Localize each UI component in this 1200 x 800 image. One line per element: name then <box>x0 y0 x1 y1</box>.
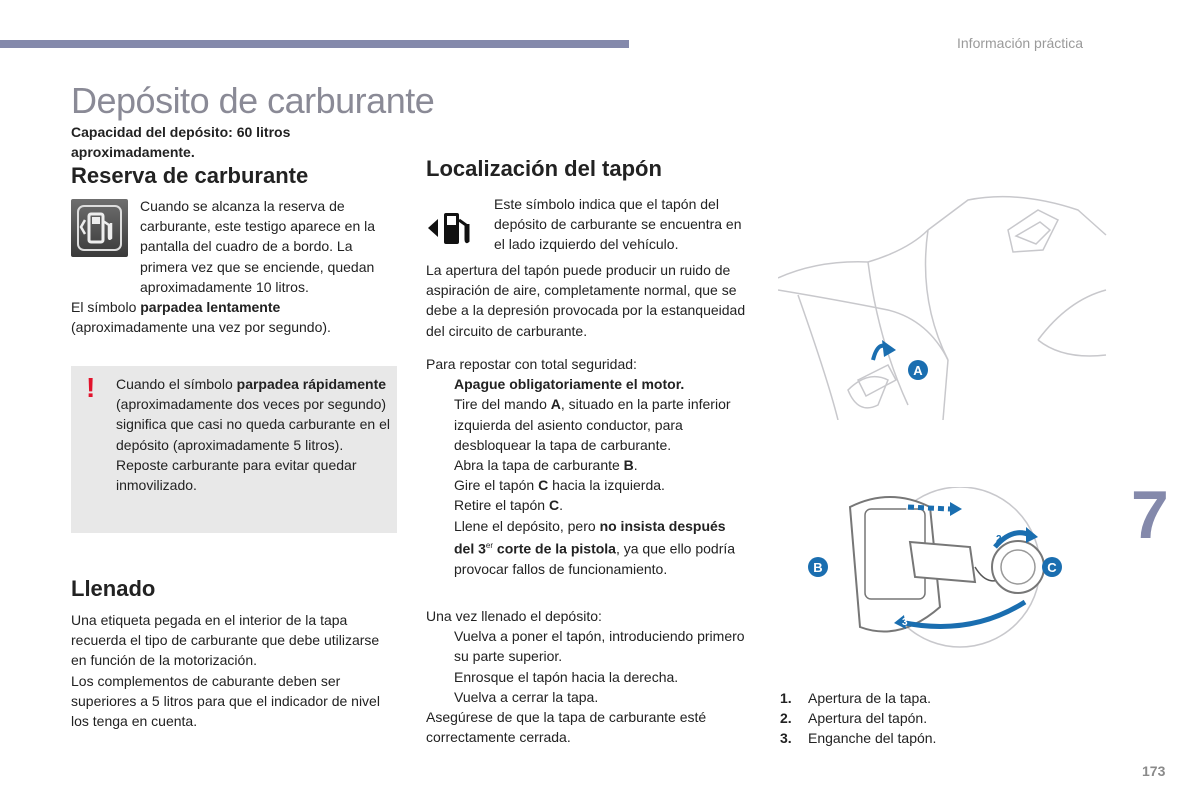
list-item: Enrosque el tapón hacia la derecha. <box>454 668 679 685</box>
after-refuel-instructions: Una vez llenado el depósito: Vuelva a poner el tapón, introduciendo primero su parte superior. Enrosque el tapón hacia la derecha. Vuelva a cerrar la tapa. Asegúrese de que la tapa de carburante esté correctamente cerrada. <box>426 606 756 747</box>
legend-item: 2. Apertura del tapón. <box>780 710 928 727</box>
lever-illustration <box>778 190 1108 425</box>
step-1-label: 1 <box>904 504 910 515</box>
warning-text: Cuando el símbolo parpadea rápidamente (aproximadamente dos veces por segundo) significa que casi no queda carburante en el depósito (aproximadamente 5 litros). Reposte carburante para evitar quedar inmovilizado. <box>116 376 390 494</box>
location-symbol-text: Este símbolo indica que el tapón del depósito de carburante se encuentra en el lado izquierdo del vehículo. <box>494 196 742 253</box>
refuel-instructions: Para repostar con total seguridad: Apague obligatoriamente el motor. Tire del mando A, situado en la parte inferior izquierda del asiento conductor, para desbloquear la tapa de carburante. Abra la tapa de carburante B. Gire el tapón C hacia la izquierda. Retire el tapón C. Llene el depósito, pero no insista después del 3er corte de la pistola, ya que ello podría provocar fallos de funcionamiento. <box>426 354 746 579</box>
reserve-description: Cuando se alcanza la reserva de carburante, este testigo aparece en la pantalla del cuadro de a bordo. La primera vez que se enciende, quedan aproximadamente 10 litros. <box>140 198 376 295</box>
capacity-note: Capacidad del depósito: 60 litros aproximadamente. <box>71 124 291 160</box>
step-3-label: 3 <box>902 617 908 628</box>
list-item: Retire el tapón C. <box>454 497 563 514</box>
list-item: Tire del mando A, situado en la parte inferior izquierda del asiento conductor, para desbloquear la tapa de carburante. <box>454 396 731 453</box>
fuel-door-left-icon <box>428 208 472 253</box>
filling-text: Una etiqueta pegada en el interior de la tapa recuerda el tipo de carburante que debe utilizarse en función de la motorización. Los complementos de caburante deben ser superiores a 5 litros para que el indicador de nivel los tenga en cuenta. <box>71 612 380 730</box>
list-item: Gire el tapón C hacia la izquierda. <box>454 477 665 494</box>
chapter-number: 7 <box>1131 477 1169 553</box>
list-item: Apague obligatoriamente el motor. <box>454 376 685 393</box>
location-heading: Localización del tapón <box>426 156 662 181</box>
fuel-cap-illustration <box>800 487 1075 662</box>
reserve-slow-blink: El símbolo parpadea lentamente (aproximadamente una vez por segundo). <box>71 299 331 336</box>
section-header: Información práctica <box>957 35 1084 51</box>
legend-item: 1. Apertura de la tapa. <box>780 690 931 706</box>
location-noise-text: La apertura del tapón puede producir un ruido de aspiración de aire, completamente normal, que se debe a la depresión provocada por la estanqueidad del circuito de carburante. <box>426 262 746 339</box>
list-item: Abra la tapa de carburante B. <box>454 457 638 474</box>
header-bar <box>0 40 629 48</box>
fuel-warning-icon <box>71 199 128 257</box>
reserve-heading: Reserva de carburante <box>71 163 309 188</box>
step-2-label: 2 <box>996 534 1002 545</box>
list-item: Llene el depósito, pero no insista después del 3er corte de la pistola, ya que ello podría provocar fallos de funcionamiento. <box>454 517 736 577</box>
warning-mark-icon: ! <box>86 372 96 403</box>
list-item: Vuelva a poner el tapón, introduciendo primero su parte superior. <box>454 628 745 665</box>
legend-item: 3. Enganche del tapón. <box>780 730 937 747</box>
filling-heading: Llenado <box>71 576 156 601</box>
list-item: Vuelva a cerrar la tapa. <box>454 688 599 705</box>
callout-c: C <box>1047 560 1057 575</box>
page-title: Depósito de carburante <box>71 80 435 121</box>
callout-a: A <box>913 363 923 378</box>
page-number: 173 <box>1142 763 1166 779</box>
callout-b: B <box>813 560 823 575</box>
illustration-legend <box>780 688 936 749</box>
